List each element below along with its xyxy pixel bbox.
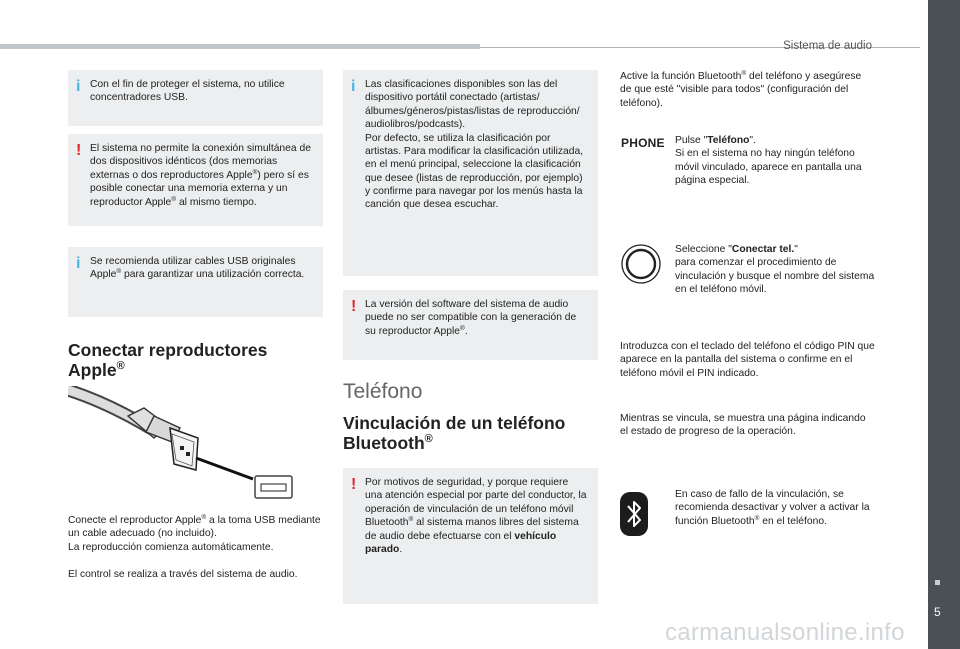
para-pin: Introduzca con el teclado del teléfono el código PIN que aparece en la pantalla del sistema o confirme en el teléfono móvil el PIN indicado.	[620, 341, 875, 379]
continue-marker	[935, 580, 940, 585]
para-activate-bluetooth: Active la función Bluetooth® del teléfono y asegúrese de que esté "visible para todos" (configuración del teléfono).	[620, 70, 862, 109]
para-press-phone: Pulse "Teléfono". Si en el sistema no hay ningún teléfono móvil vinculado, aparece en pantalla una página especial.	[675, 135, 862, 187]
info-note-classifications	[343, 70, 598, 276]
bluetooth-icon	[620, 492, 648, 536]
phone-button-label: PHONE	[621, 136, 665, 150]
para-connect-tel: Seleccione "Conectar tel." para comenzar el procedimiento de vinculación y busque el nombre del sistema en el teléfono móvil.	[675, 244, 875, 296]
warning-note-dual-devices	[68, 134, 323, 226]
note-text: El sistema no permite la conexión simultánea de dos dispositivos idénticos (dos memorias externas o dos reproductores Apple®) pero sí es posible conectar una memoria externa y un reproductor Apple® al mismo tiempo.	[90, 143, 311, 208]
note-text: Las clasificaciones disponibles son las del dispositivo portátil conectado (artistas/ álbumes/géneros/pistas/listas de reproducción/ audiolibros/podcasts). Por defecto, se utiliza la clasificación por artistas. Para modificar la clasificación utilizada, en el menú principal, seleccione la clasificación que desee (listas de reproducción, por ejemplo) y confirme para navegar por los menús hasta la canción que desea escuchar.	[365, 79, 584, 211]
warning-icon: !	[351, 476, 357, 493]
para-connect: Conecte el reproductor Apple® a la toma USB mediante un cable adecuado (no incluido). La reproducción comienza automáticamente.	[68, 514, 321, 553]
select-circle-icon	[620, 243, 662, 285]
section-title-telefono: Teléfono	[343, 380, 423, 403]
para-pairing-failure: En caso de fallo de la vinculación, se recomienda desactivar y volver a activar la función Bluetooth® en el teléfono.	[675, 489, 870, 527]
header-rule-light	[0, 44, 480, 49]
info-note-usb-hub	[68, 70, 323, 126]
warning-icon: !	[351, 298, 357, 315]
note-text: Por motivos de seguridad, y porque requiere una atención especial por parte del conductor, la operación de vinculación de un teléfono móvil Bluetooth® al sistema manos libres del sistema de audio debe efectuarse con el vehículo parado.	[365, 477, 587, 555]
heading-bluetooth-pairing: Vinculación de un teléfono Bluetooth®	[343, 413, 566, 453]
info-icon: i	[76, 78, 81, 95]
note-text: La versión del software del sistema de audio puede no ser compatible con la generación de su reproductor Apple®.	[365, 299, 577, 337]
watermark: carmanualsonline.info	[665, 619, 905, 646]
note-text: Se recomienda utilizar cables USB originales Apple® para garantizar una utilización correcta.	[90, 256, 305, 281]
note-text: Con el fin de proteger el sistema, no utilice concentradores USB.	[90, 79, 285, 104]
warning-note-software	[343, 290, 598, 360]
page-sidebar	[928, 0, 960, 649]
page-number: 5	[934, 605, 941, 619]
warning-icon: !	[76, 142, 82, 159]
warning-note-safety	[343, 468, 598, 604]
heading-connect-apple: Conectar reproductores Apple®	[68, 340, 268, 380]
info-icon: i	[76, 255, 81, 272]
usb-cable-illustration	[68, 386, 298, 502]
section-header: Sistema de audio	[783, 40, 872, 52]
info-note-cables	[68, 247, 323, 317]
para-progress: Mientras se vincula, se muestra una página indicando el estado de progreso de la operación.	[620, 413, 866, 438]
para-control: El control se realiza a través del sistema de audio.	[68, 569, 298, 580]
info-icon: i	[351, 78, 356, 95]
